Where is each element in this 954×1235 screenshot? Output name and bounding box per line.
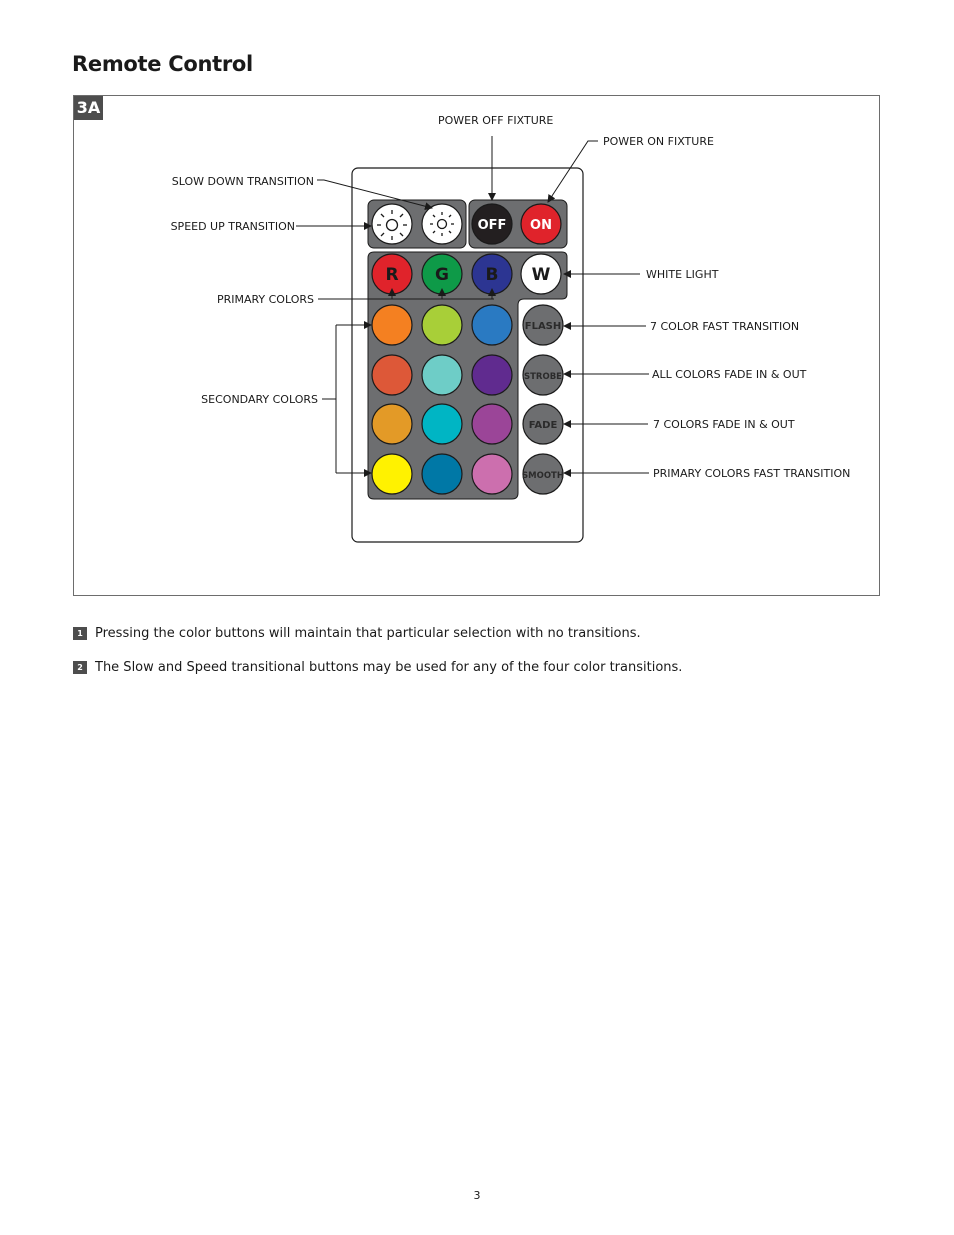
mode-button-label: STROBE [524,372,562,382]
color-button-3-1[interactable] [372,404,412,444]
mode-button-label: FLASH [524,321,562,332]
note-2-text: The Slow and Speed transitional buttons may be used for any of the four color transitions. [95,660,683,675]
callout-power-off: POWER OFF FIXTURE [438,114,554,127]
color-button-1-2[interactable] [422,305,462,345]
color-button-2-1[interactable] [372,355,412,395]
slow-down-button[interactable] [422,204,462,244]
on-button[interactable] [521,204,561,244]
note-2 [73,660,682,675]
figure-badge: 3A [74,96,103,120]
color-button-4-2[interactable] [422,454,462,494]
on-button-label: ON [530,218,552,233]
primary-button-r[interactable] [372,254,412,294]
callout-fade: 7 COLORS FADE IN & OUT [653,418,795,431]
speed-up-button[interactable] [372,204,412,244]
color-button-4-1[interactable] [372,454,412,494]
callout-smooth: PRIMARY COLORS FAST TRANSITION [653,467,851,480]
primary-button-label: W [531,265,551,285]
primary-button-label: R [385,265,399,285]
note-1 [73,626,641,641]
mode-button-label: FADE [528,420,558,431]
primary-button-g[interactable] [422,254,462,294]
mode-button-fade[interactable] [523,404,563,444]
mode-button-flash[interactable] [523,305,563,345]
color-button-1-3[interactable] [472,305,512,345]
callout-flash: 7 COLOR FAST TRANSITION [650,320,800,333]
off-button[interactable] [472,204,512,244]
mode-button-strobe[interactable] [523,355,563,395]
callout-secondary-colors: SECONDARY COLORS [201,393,318,406]
primary-button-label: G [435,265,449,285]
callout-power-on: POWER ON FIXTURE [603,135,714,148]
callout-primary-colors: PRIMARY COLORS [216,293,314,306]
note-1-text: Pressing the color buttons will maintain that particular selection with no transitions. [95,626,641,641]
note-1-number: 1 [73,627,87,640]
page-title: Remote Control [72,52,253,76]
off-button-label: OFF [477,218,507,233]
callout-slow-down: SLOW DOWN TRANSITION [171,175,314,188]
primary-button-b[interactable] [472,254,512,294]
page-number: 3 [473,1189,481,1202]
mode-button-smooth[interactable] [522,454,564,494]
callout-strobe: ALL COLORS FADE IN & OUT [652,368,807,381]
primary-button-w[interactable] [521,254,561,294]
remote-control-figure [73,95,880,596]
primary-button-label: B [485,265,499,285]
color-button-2-3[interactable] [472,355,512,395]
remote-diagram [74,96,881,597]
mode-button-label: SMOOTH [522,471,564,481]
color-button-1-1[interactable] [372,305,412,345]
note-2-number: 2 [73,661,87,674]
callout-speed-up: SPEED UP TRANSITION [170,220,295,233]
color-button-3-2[interactable] [422,404,462,444]
color-button-2-2[interactable] [422,355,462,395]
color-button-4-3[interactable] [472,454,512,494]
callout-white-light: WHITE LIGHT [646,268,719,281]
color-button-3-3[interactable] [472,404,512,444]
